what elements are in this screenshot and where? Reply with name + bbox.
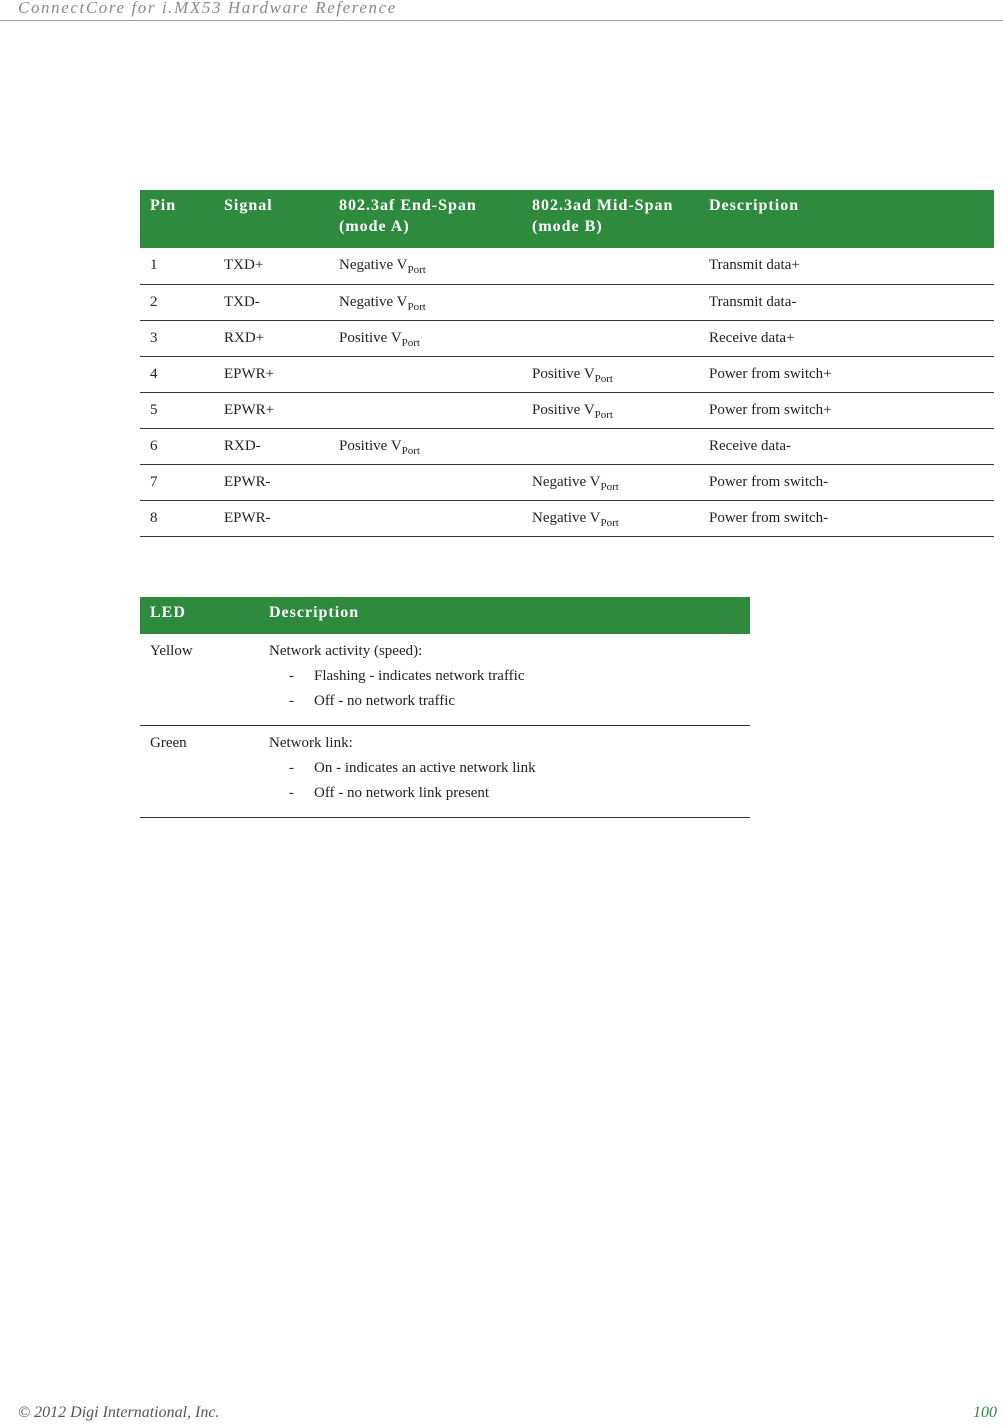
- table-row: [140, 320, 994, 356]
- cell-description: Power from switch-: [699, 500, 994, 536]
- cell-led-color: Yellow: [140, 634, 259, 726]
- cell-endspan: [329, 284, 522, 320]
- cell-signal: RXD-: [214, 428, 329, 464]
- cell-signal: RXD+: [214, 320, 329, 356]
- midspan-subscript: Port: [594, 372, 613, 385]
- cell-midspan: [522, 392, 699, 428]
- cell-endspan: [329, 320, 522, 356]
- cell-endspan: [329, 392, 522, 428]
- endspan-subscript: Port: [407, 264, 426, 276]
- endspan-value: Positive V: [339, 437, 402, 454]
- cell-led-color: Green: [140, 726, 259, 818]
- running-header-title: ConnectCore for i.MX53 Hardware Reference: [18, 0, 397, 17]
- list-item: - Off - no network traffic: [269, 689, 746, 714]
- cell-description: Power from switch+: [699, 356, 994, 392]
- cell-midspan: [522, 464, 699, 500]
- cell-led-description: [259, 726, 750, 818]
- cell-signal: TXD+: [214, 248, 329, 284]
- led-table-body: [140, 634, 750, 818]
- cell-midspan: [522, 428, 699, 464]
- endspan-header-line2: (mode A): [339, 218, 410, 235]
- cell-endspan: [329, 500, 522, 536]
- cell-signal: EPWR+: [214, 392, 329, 428]
- led-description-intro: Network link:: [269, 735, 353, 751]
- list-item: - On - indicates an active network link: [269, 756, 746, 781]
- led-bullet-list: [269, 664, 746, 713]
- cell-description: Transmit data-: [699, 284, 994, 320]
- column-header-led: LED: [140, 597, 259, 634]
- footer-copyright: © 2012 Digi International, Inc.: [18, 1404, 220, 1421]
- table-row: [140, 284, 994, 320]
- midspan-header-line1: 802.3ad Mid-Span: [532, 197, 674, 214]
- midspan-subscript: Port: [600, 480, 619, 493]
- midspan-value: Negative V: [532, 473, 601, 490]
- endspan-value: Negative V: [339, 257, 408, 273]
- midspan-value: Negative V: [532, 509, 601, 526]
- table-row: [140, 248, 994, 284]
- endspan-value: Negative V: [339, 293, 408, 310]
- midspan-header-line2: (mode B): [532, 218, 603, 235]
- cell-signal: EPWR-: [214, 500, 329, 536]
- column-header-endspan: [329, 190, 522, 248]
- table-row: [140, 500, 994, 536]
- midspan-subscript: Port: [594, 408, 613, 421]
- column-header-signal: Signal: [214, 190, 329, 248]
- cell-midspan: [522, 284, 699, 320]
- cell-pin: 7: [140, 464, 214, 500]
- led-bullet-list: [269, 756, 746, 805]
- table-row: [140, 356, 994, 392]
- column-header-led-description: Description: [259, 597, 750, 634]
- endspan-header-line1: 802.3af End-Span: [339, 197, 477, 214]
- cell-midspan: [522, 356, 699, 392]
- endspan-subscript: Port: [401, 336, 420, 349]
- poe-table-body: [140, 248, 994, 536]
- endspan-subscript: Port: [407, 300, 426, 313]
- cell-pin: 3: [140, 320, 214, 356]
- footer-page-number: 100: [973, 1404, 997, 1421]
- led-description-intro: Network activity (speed):: [269, 643, 423, 659]
- cell-pin: 5: [140, 392, 214, 428]
- midspan-subscript: Port: [600, 516, 619, 529]
- cell-midspan: [522, 500, 699, 536]
- table-row: [140, 392, 994, 428]
- header-divider: [0, 20, 1003, 21]
- cell-description: Receive data-: [699, 428, 994, 464]
- cell-midspan: [522, 320, 699, 356]
- endspan-value: Positive V: [339, 329, 402, 346]
- midspan-value: Positive V: [532, 365, 595, 382]
- cell-pin: 6: [140, 428, 214, 464]
- cell-pin: 8: [140, 500, 214, 536]
- cell-pin: 2: [140, 284, 214, 320]
- cell-midspan: [522, 248, 699, 284]
- poe-pinout-table: [140, 190, 994, 537]
- cell-endspan: [329, 356, 522, 392]
- cell-pin: 1: [140, 248, 214, 284]
- list-item: - Flashing - indicates network traffic: [269, 664, 746, 689]
- cell-pin: 4: [140, 356, 214, 392]
- table-row: [140, 464, 994, 500]
- endspan-subscript: Port: [401, 444, 420, 457]
- led-status-table: [140, 597, 750, 818]
- cell-endspan: [329, 464, 522, 500]
- column-header-pin: Pin: [140, 190, 214, 248]
- cell-description: Power from switch+: [699, 392, 994, 428]
- table-row: [140, 726, 750, 818]
- cell-endspan: [329, 248, 522, 284]
- poe-table-header-row: [140, 190, 994, 248]
- cell-description: Transmit data+: [699, 248, 994, 284]
- cell-signal: TXD-: [214, 284, 329, 320]
- cell-signal: EPWR-: [214, 464, 329, 500]
- midspan-value: Positive V: [532, 401, 595, 418]
- cell-led-description: [259, 634, 750, 726]
- cell-description: Power from switch-: [699, 464, 994, 500]
- cell-endspan: [329, 428, 522, 464]
- table-row: [140, 634, 750, 726]
- column-header-midspan: [522, 190, 699, 248]
- table-row: [140, 428, 994, 464]
- cell-description: Receive data+: [699, 320, 994, 356]
- list-item: - Off - no network link present: [269, 781, 746, 806]
- cell-signal: EPWR+: [214, 356, 329, 392]
- column-header-description: Description: [699, 190, 994, 248]
- led-table-header-row: [140, 597, 750, 634]
